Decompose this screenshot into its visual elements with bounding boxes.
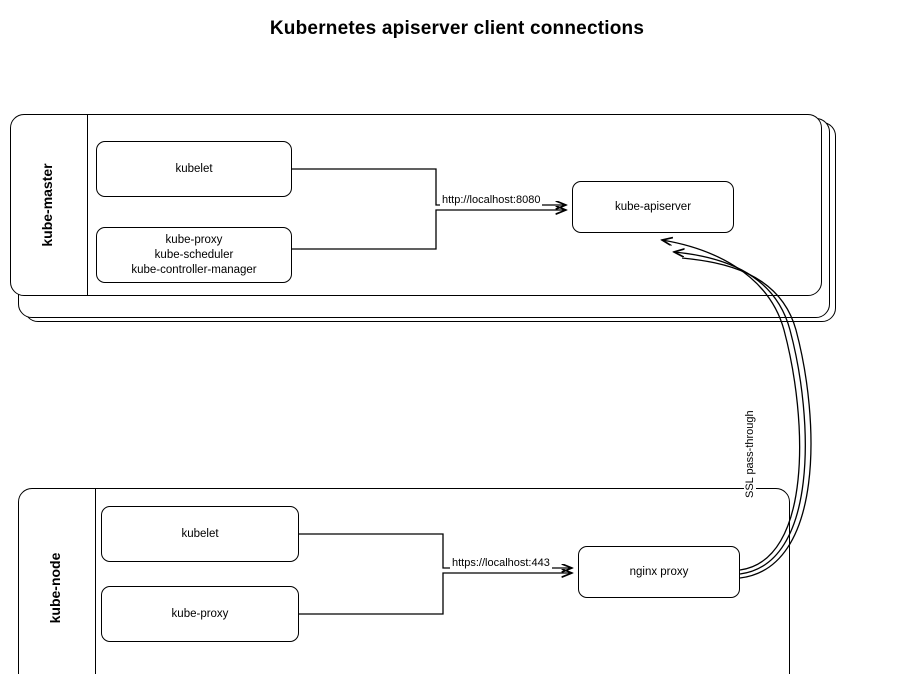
node-master-controlplane-line-1: kube-proxy <box>165 233 223 246</box>
edge-label-master-http: http://localhost:8080 <box>442 194 541 206</box>
node-nginx-proxy-label: nginx proxy <box>629 565 689 578</box>
edge-label-node-https: https://localhost:443 <box>452 557 550 569</box>
node-kube-apiserver-label: kube-apiserver <box>614 200 692 213</box>
node-master-kubelet-label: kubelet <box>175 162 213 175</box>
kube-node-label: kube-node <box>47 552 63 624</box>
node-master-controlplane-line-3: kube-controller-manager <box>131 263 257 276</box>
kube-master-label: kube-master <box>39 163 55 247</box>
node-master-controlplane-line-2: kube-scheduler <box>154 248 234 261</box>
node-node-kube-proxy-label: kube-proxy <box>171 607 229 620</box>
node-node-kubelet-label: kubelet <box>181 527 219 540</box>
edge-label-ssl-passthrough: SSL pass-through <box>744 410 756 498</box>
page-title: Kubernetes apiserver client connections <box>269 18 645 39</box>
